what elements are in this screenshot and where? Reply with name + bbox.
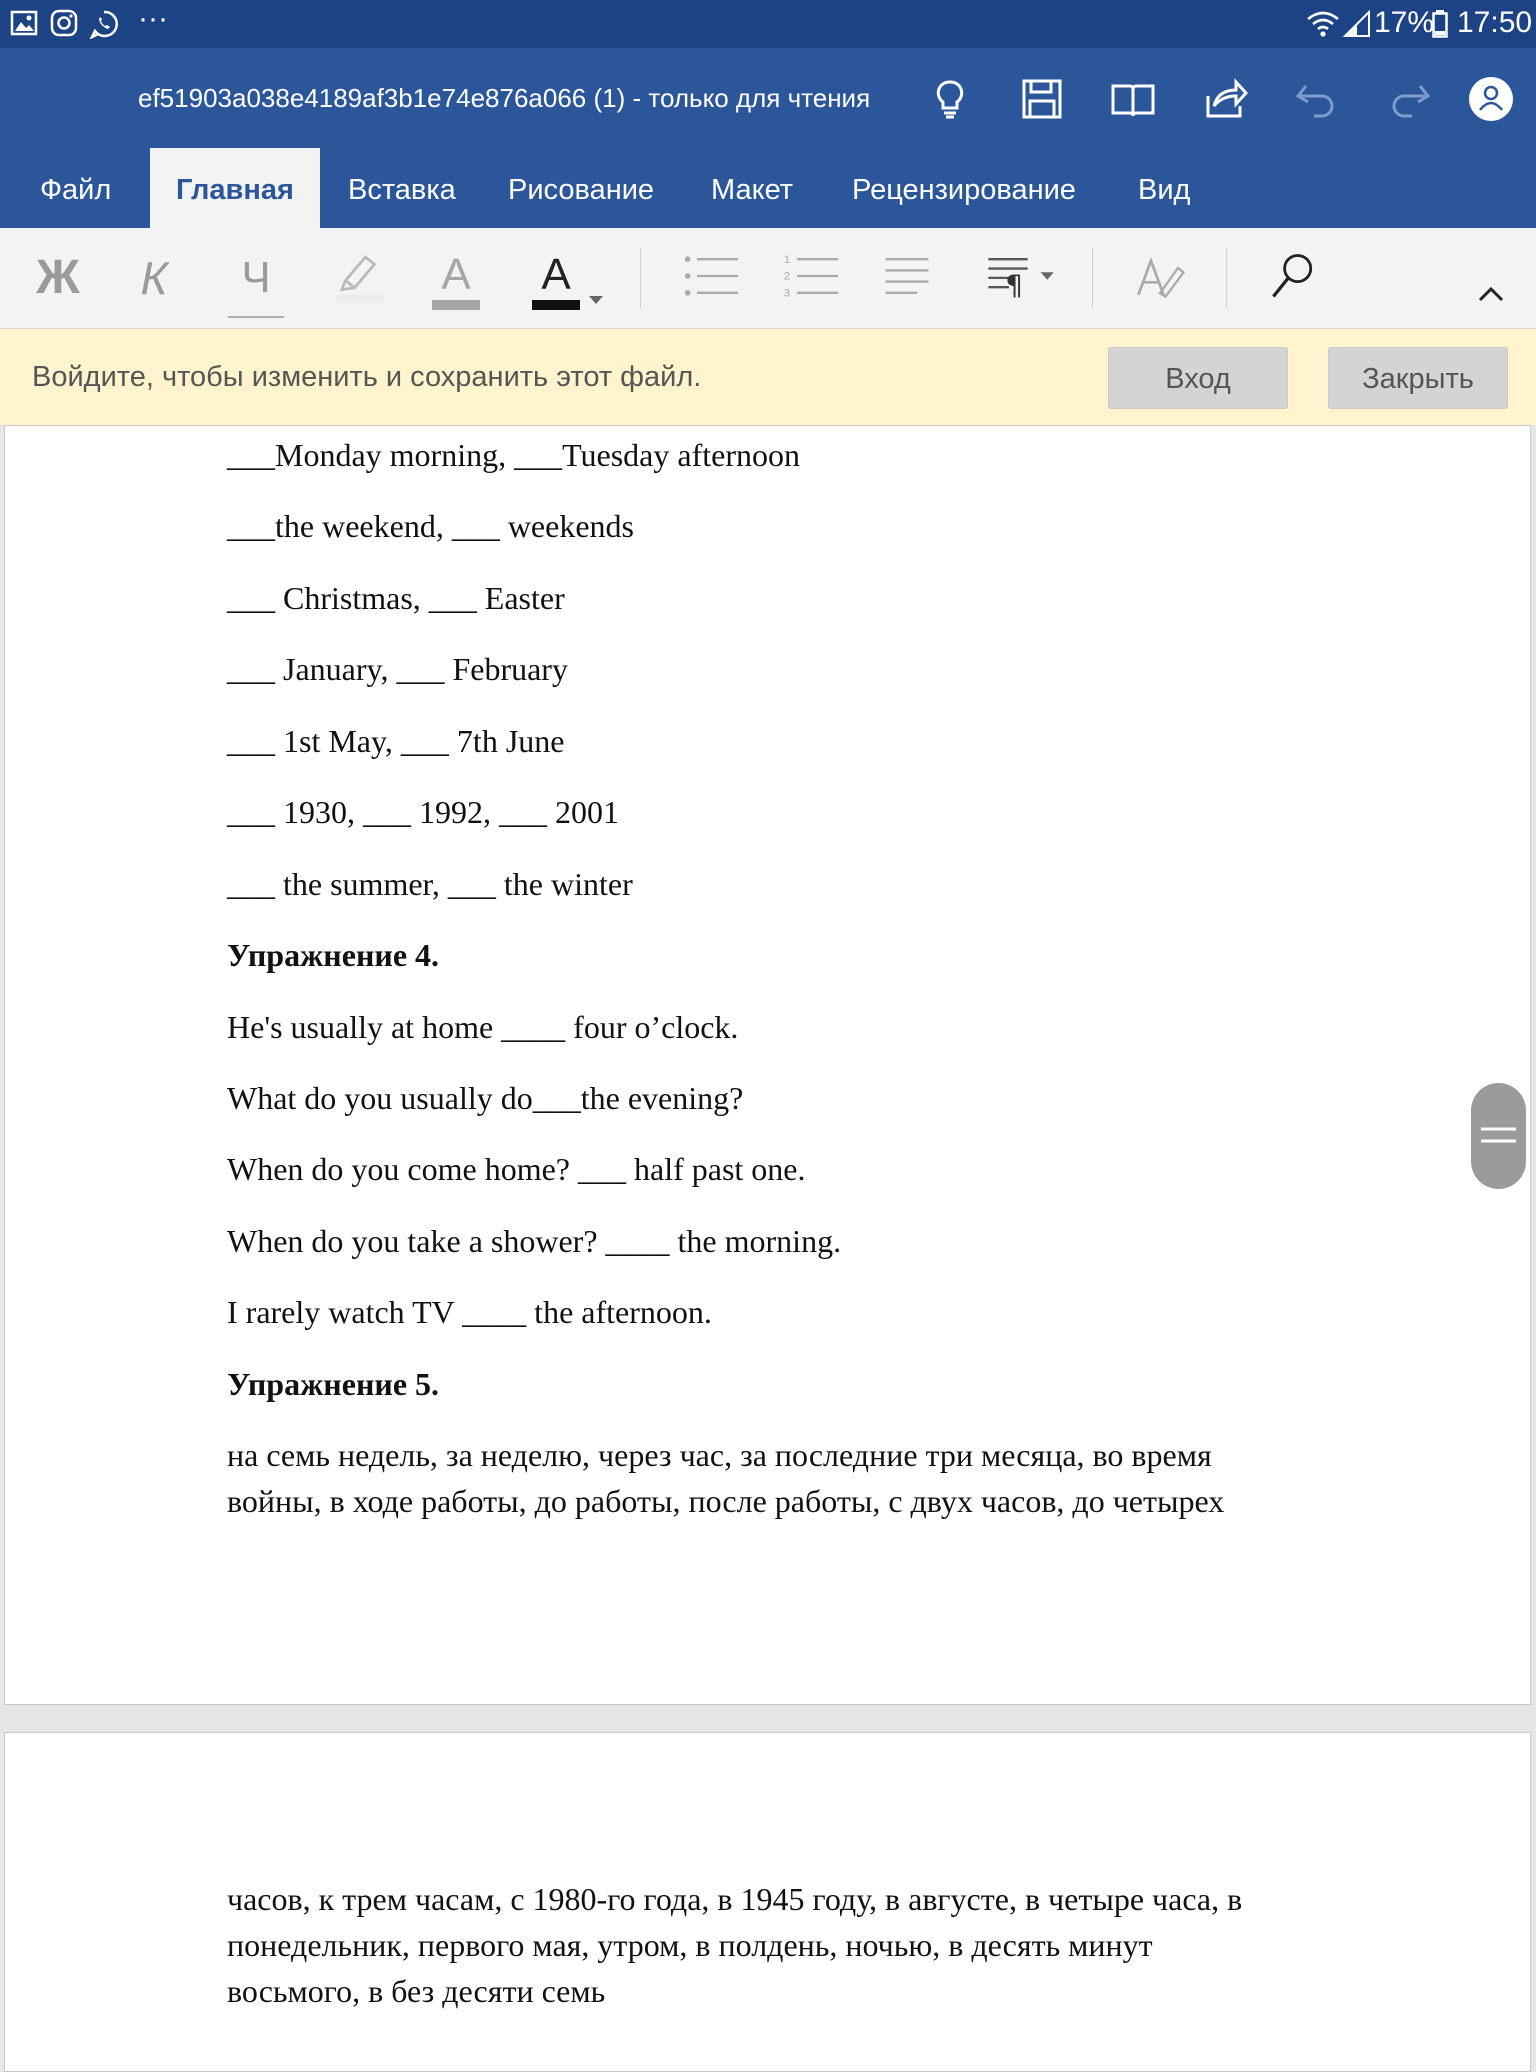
more-notifications: ··· — [138, 2, 168, 35]
text-line: ___ 1930, ___ 1992, ___ 2001 — [227, 794, 619, 830]
highlighter-icon[interactable] — [330, 248, 390, 304]
text-line: ___ 1st May, ___ 7th June — [227, 723, 565, 759]
status-bar — [0, 0, 1536, 48]
text-line: восьмого, в без десяти семь — [227, 1973, 606, 2009]
font-color-disabled-swatch — [432, 300, 480, 310]
ribbon-separator — [640, 248, 641, 308]
text-line: I rarely watch TV ____ the afternoon. — [227, 1294, 712, 1330]
text-line: часов, к трем часам, с 1980-го года, в 1945 году, в августе, в четыре часа, в — [227, 1881, 1243, 1917]
tab-layout[interactable]: Макет — [711, 174, 794, 206]
align-icon[interactable] — [882, 248, 932, 304]
save-icon[interactable] — [1017, 74, 1067, 124]
italic-button[interactable]: К — [140, 252, 168, 304]
text-line: ___ Christmas, ___ Easter — [227, 580, 565, 616]
undo-icon[interactable] — [1292, 74, 1342, 124]
text-line: When do you take a shower? ____ the morning. — [227, 1223, 842, 1259]
scroll-grip-icon — [1471, 1083, 1526, 1189]
scroll-handle[interactable] — [1471, 1083, 1526, 1189]
lightbulb-icon[interactable] — [925, 74, 975, 124]
redo-icon[interactable] — [1384, 74, 1434, 124]
ribbon-toolbar — [0, 228, 1536, 329]
text-line: When do you come home? ___ half past one. — [227, 1151, 806, 1187]
ribbon-separator — [1092, 248, 1093, 308]
login-button[interactable]: Вход — [1108, 347, 1288, 409]
numbered-list-icon[interactable] — [780, 248, 842, 304]
gallery-icon — [10, 9, 38, 37]
text-line: He's usually at home ____ four o’clock. — [227, 1009, 739, 1045]
ribbon-tabs — [0, 148, 1536, 228]
document-page — [4, 425, 1531, 1705]
underline-button[interactable]: Ч — [228, 250, 284, 318]
signin-message: Войдите, чтобы изменить и сохранить этот файл. — [32, 361, 702, 393]
text-line: на семь недель, за неделю, через час, за последние три месяца, во время — [227, 1437, 1212, 1473]
clock: 17:50 — [1457, 6, 1533, 39]
font-color-swatch — [532, 300, 580, 310]
tab-draw[interactable]: Рисование — [508, 174, 655, 206]
battery-percent: 17% — [1374, 6, 1435, 39]
text-line: ___Monday morning, ___Tuesday afternoon — [227, 437, 800, 473]
tab-home[interactable]: Главная — [150, 148, 320, 228]
tab-review[interactable]: Рецензирование — [852, 174, 1076, 206]
search-icon[interactable] — [1266, 248, 1320, 304]
svg-text:¶: ¶ — [1005, 268, 1024, 302]
wifi-icon — [1306, 10, 1340, 38]
whatsapp-icon — [89, 9, 119, 39]
text-line: понедельник, первого мая, утром, в полдень, ночью, в десять минут — [227, 1927, 1153, 1963]
text-line: ___ the summer, ___ the winter — [227, 866, 633, 902]
text-line: ___the weekend, ___ weekends — [227, 508, 634, 544]
tab-view[interactable]: Вид — [1138, 174, 1191, 206]
exercise-heading: Упражнение 4. — [227, 937, 440, 973]
tab-insert[interactable]: Вставка — [348, 174, 456, 206]
reading-mode-icon[interactable] — [1108, 74, 1158, 124]
instagram-icon — [50, 9, 78, 37]
paragraph-styles-icon[interactable] — [984, 248, 1060, 304]
exercise-heading: Упражнение 5. — [227, 1366, 440, 1402]
text-line: войны, в ходе работы, до работы, после работы, с двух часов, до четырех — [227, 1483, 1225, 1519]
svg-text:2: 2 — [783, 270, 791, 283]
font-color-button[interactable]: А — [541, 250, 571, 299]
text-line: ___ January, ___ February — [227, 651, 568, 687]
svg-text:3: 3 — [783, 287, 791, 300]
font-color-disabled-button[interactable]: А — [441, 250, 471, 299]
share-icon[interactable] — [1200, 74, 1250, 124]
ribbon-separator — [1226, 248, 1227, 308]
document-page — [4, 1732, 1531, 2072]
signin-banner — [0, 329, 1536, 425]
close-banner-button[interactable]: Закрыть — [1328, 347, 1508, 409]
svg-text:1: 1 — [783, 253, 791, 266]
text-line: What do you usually do___the evening? — [227, 1080, 744, 1116]
signal-icon — [1343, 10, 1371, 38]
document-title: ef51903a038e4189af3b1e74e876a066 (1) - только для чтения — [138, 83, 871, 113]
bold-button[interactable]: Ж — [36, 251, 80, 304]
tab-file[interactable]: Файл — [40, 174, 112, 206]
collapse-ribbon-icon[interactable] — [1476, 266, 1506, 322]
title-bar — [0, 48, 1536, 148]
bullet-list-icon[interactable] — [680, 248, 742, 304]
font-color-dropdown-icon[interactable] — [588, 272, 604, 328]
styles-icon[interactable] — [1130, 248, 1190, 304]
battery-icon — [1432, 10, 1448, 38]
account-avatar-icon[interactable] — [1464, 72, 1518, 126]
